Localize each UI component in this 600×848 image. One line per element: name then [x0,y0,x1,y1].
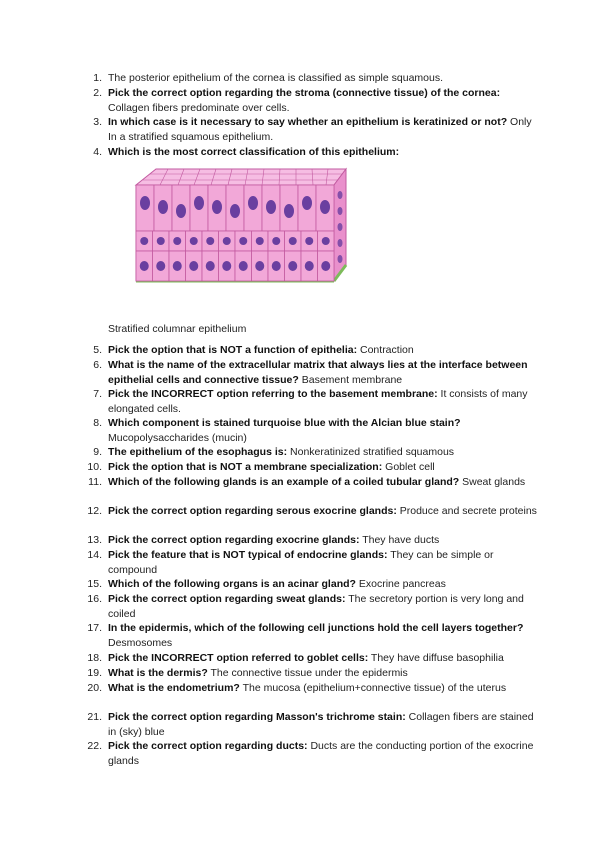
nucleus [222,261,231,271]
question-number: 17. [87,622,102,634]
nucleus [302,196,312,210]
answer-text: Ducts are the conducting portion of the exocrine glands [108,740,534,767]
nucleus [212,200,222,214]
question-text: Pick the INCORRECT option referring to the basement membrane: [108,388,438,400]
nucleus [320,200,330,214]
answer-text: It consists of many elongated cells. [108,388,528,415]
nucleus [256,237,264,245]
nucleus [223,237,231,245]
answer-text: Basement membrane [298,373,403,386]
question-text: Pick the correct option regarding Masson's trichrome stain: [108,711,406,723]
nucleus [255,261,264,271]
nucleus [173,261,182,271]
answer-text: Desmosomes [108,636,173,649]
answer-text: The secretory portion is very long and coiled [108,593,524,620]
question-number: 19. [87,667,102,679]
answer-text: Exocrine pancreas [355,578,446,590]
answer-text: The mucosa (epithelium+connective tissue) of the uterus [239,682,507,694]
question-text: Which of the following organs is an acinar gland? [108,578,356,590]
tissue-top-face [136,169,346,185]
answer-text: Sweat glands [459,476,526,488]
question-number: 8. [93,417,102,429]
nucleus [190,237,198,245]
question-text: Pick the INCORRECT option referred to goblet cells: [108,652,369,664]
epithelium-illustration [128,165,350,295]
question-text: Pick the correct option regarding the stroma (connective tissue) of the cornea: [108,87,501,99]
answer-text: Mucopolysaccharides (mucin) [108,431,247,444]
answer-text: They have ducts [359,534,440,546]
nucleus [140,196,150,210]
nucleus [338,223,343,231]
answer-text: Collagen fibers are stained in (sky) blue [108,711,534,738]
nucleus [338,191,343,199]
question-text: Pick the feature that is NOT typical of endocrine glands: [108,549,388,561]
question-text: Which component is stained turquoise blue with the Alcian blue stain? [108,417,461,429]
nucleus [173,237,181,245]
question-number: 13. [87,534,102,546]
answer-text: Goblet cell [382,461,435,473]
answer-text: Produce and secrete proteins [396,505,537,517]
question-number: 7. [93,388,102,400]
question-text: Which is the most correct classification of this epithelium: [108,146,400,158]
question-text: In which case is it necessary to say whether an epithelium is keratinized or not? [108,116,508,128]
question-number: 11. [88,476,102,488]
question-number: 4. [93,146,102,158]
nucleus [266,200,276,214]
question-text: Pick the correct option regarding ducts: [108,740,308,752]
question-text: The epithelium of the esophagus is: [108,446,288,458]
answer-text: They can be simple or compound [108,549,494,576]
question-number: 2. [93,87,102,99]
answer-text: The posterior epithelium of the cornea is classified as simple squamous. [108,72,443,84]
nucleus [140,237,148,245]
nucleus [272,237,280,245]
question-number: 6. [93,359,102,371]
cell-layers [136,185,343,281]
question-text: What is the endometrium? [108,682,240,694]
figure-caption: Stratified columnar epithelium [108,323,247,335]
question-number: 12. [87,505,102,517]
question-text: What is the name of the extracellular matrix that always lies at the interface between epithelial cells and connective tissue? [108,359,528,386]
nucleus [272,261,281,271]
question-text: Which of the following glands is an example of a coiled tubular gland? [108,476,460,488]
nucleus [305,261,314,271]
question-number: 15. [87,578,102,590]
nucleus [230,204,240,218]
nucleus [338,239,343,247]
question-number: 20. [87,682,102,694]
question-number: 10. [87,461,102,473]
nucleus [288,261,297,271]
nucleus [322,237,330,245]
question-number: 14. [87,549,102,561]
answer-text: Collagen fibers predominate over cells. [108,101,290,114]
question-number: 21. [87,711,102,723]
question-number: 3. [93,116,102,128]
nucleus [140,261,149,271]
answer-text: Only In a stratified squamous epithelium. [108,116,532,143]
nucleus [194,196,204,210]
question-number: 1. [93,72,102,84]
answer-text: Contraction [357,344,414,356]
nucleus [158,200,168,214]
nucleus [338,207,343,215]
answer-text: They have diffuse basophilia [368,652,504,664]
nucleus [239,237,247,245]
nucleus [239,261,248,271]
question-number: 16. [87,593,102,605]
question-number: 5. [93,344,102,356]
nucleus [321,261,330,271]
question-text: Pick the correct option regarding sweat glands: [108,593,346,605]
nucleus [305,237,313,245]
nucleus [338,255,343,263]
nucleus [206,261,215,271]
question-text: Pick the option that is NOT a function of epithelia: [108,344,358,356]
question-text: What is the dermis? [108,667,208,679]
question-number: 9. [93,446,102,458]
nucleus [157,237,165,245]
nucleus [289,237,297,245]
question-text: Pick the correct option regarding exocrine glands: [108,534,360,546]
question-text: Pick the correct option regarding serous exocrine glands: [108,505,397,517]
answer-text: The connective tissue under the epidermis [207,667,408,679]
question-text: Pick the option that is NOT a membrane specialization: [108,461,383,473]
question-number: 18. [87,652,102,664]
nucleus [156,261,165,271]
question-number: 22. [87,740,102,752]
nucleus [189,261,198,271]
nucleus [284,204,294,218]
answer-text: Nonkeratinized stratified squamous [287,446,455,458]
nucleus [206,237,214,245]
nucleus [176,204,186,218]
nucleus [248,196,258,210]
question-text: In the epidermis, which of the following cell junctions hold the cell layers together? [108,622,524,634]
